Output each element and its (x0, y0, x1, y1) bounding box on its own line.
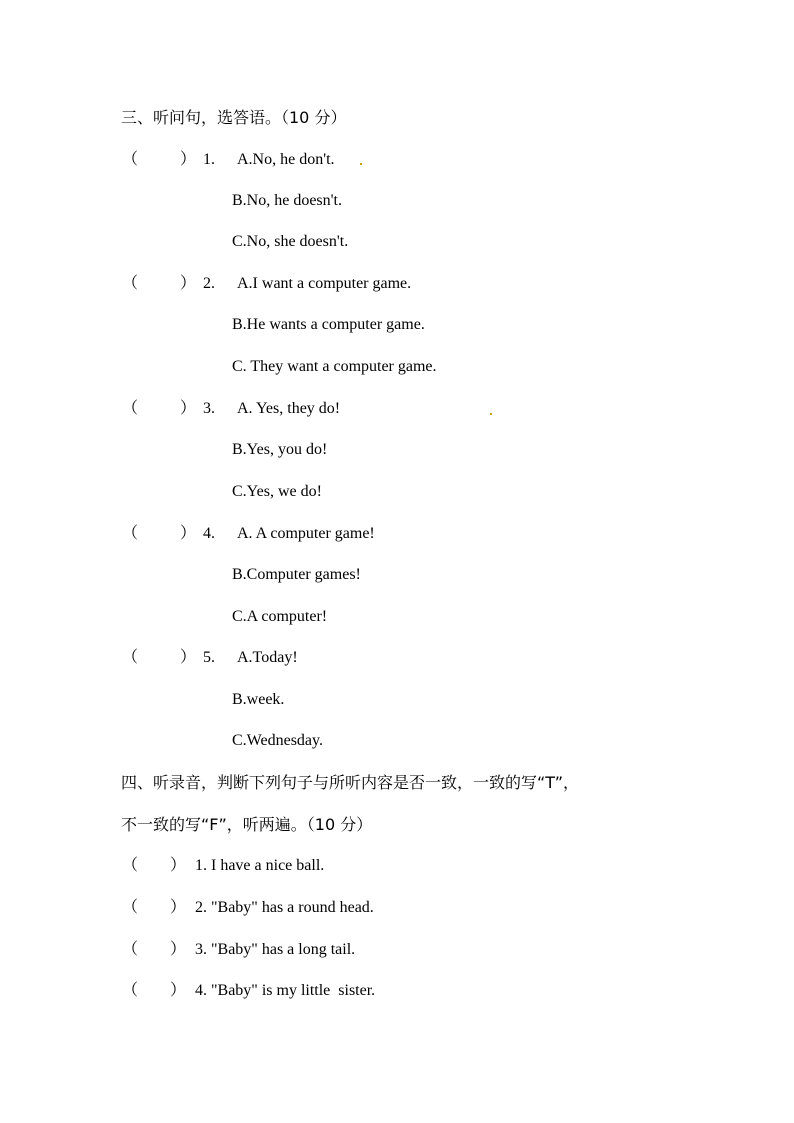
section-3-heading: 三、听问句，选答语。（10 分） (121, 108, 347, 127)
answer-blank-close: ） (180, 151, 197, 168)
answer-blank-open: （ (122, 982, 139, 999)
question-number: 4. (203, 525, 215, 542)
answer-blank-open: （ (122, 649, 139, 666)
answer-blank-close: ） (170, 857, 187, 874)
question-number: 1. (203, 151, 215, 168)
answer-blank-open: （ (122, 857, 139, 874)
option-c: C.Yes, we do! (232, 483, 322, 500)
answer-blank-close: ） (170, 899, 187, 916)
section-4-heading-line-1: 四、听录音，判断下列句子与所听内容是否一致，一致的写“T”， (121, 773, 580, 792)
statement-text: 2. "Baby" has a round head. (195, 899, 374, 916)
answer-blank-close: ） (170, 982, 187, 999)
option-a: A.No, he don't. (237, 151, 335, 168)
option-b: B.week. (232, 691, 285, 708)
answer-blank-close: ） (180, 275, 197, 292)
statement-text: 1. I have a nice ball. (195, 857, 325, 874)
statement-text: 3. "Baby" has a long tail. (195, 941, 356, 958)
answer-blank-close: ） (180, 525, 197, 542)
answer-blank-open: （ (122, 275, 139, 292)
answer-blank-open: （ (122, 899, 139, 916)
question-number: 5. (203, 649, 215, 666)
answer-blank-open: （ (122, 941, 139, 958)
question-number: 3. (203, 400, 215, 417)
option-c: C.No, she doesn't. (232, 233, 349, 250)
option-a: A. Yes, they do! (237, 400, 341, 417)
option-c: C. They want a computer game. (232, 358, 437, 375)
option-a: A.Today! (237, 649, 298, 666)
option-a: A.I want a computer game. (237, 275, 412, 292)
marker-dot (360, 163, 362, 165)
question-number: 2. (203, 275, 215, 292)
option-b: B.Yes, you do! (232, 441, 328, 458)
answer-blank-close: ） (180, 400, 197, 417)
answer-blank-open: （ (122, 525, 139, 542)
option-c: C.Wednesday. (232, 732, 323, 749)
option-b: B.No, he doesn't. (232, 192, 342, 209)
answer-blank-close: ） (170, 941, 187, 958)
option-a: A. A computer game! (237, 525, 375, 542)
answer-blank-close: ） (180, 649, 197, 666)
option-b: B.Computer games! (232, 566, 361, 583)
option-c: C.A computer! (232, 608, 328, 625)
section-4-heading-line-2: 不一致的写“F”，听两遍。（10 分） (121, 815, 373, 834)
answer-blank-open: （ (122, 400, 139, 417)
answer-blank-open: （ (122, 151, 139, 168)
option-b: B.He wants a computer game. (232, 316, 425, 333)
marker-dot (490, 413, 492, 415)
statement-text: 4. "Baby" is my little sister. (195, 982, 376, 999)
